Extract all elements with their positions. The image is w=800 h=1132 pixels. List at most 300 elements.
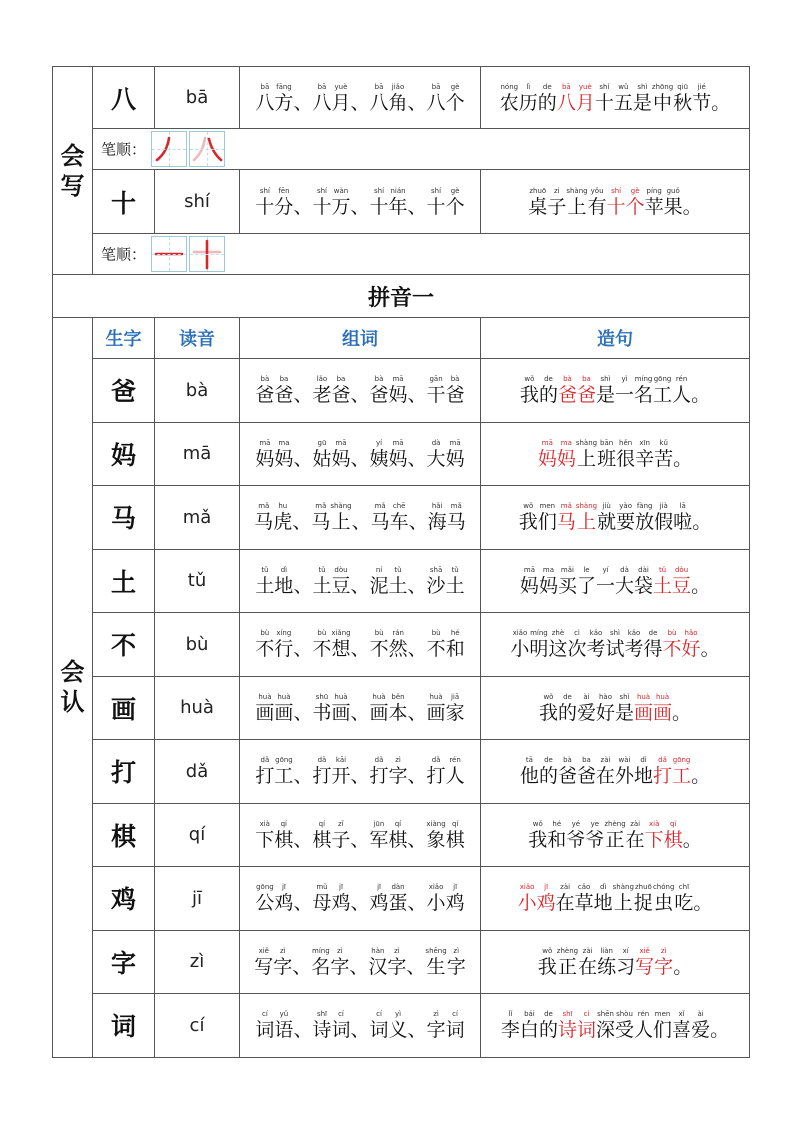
hanzi: 书 [312, 701, 332, 724]
hanzi: 辛 [635, 447, 655, 470]
pinyin-annotation: gōng [256, 883, 274, 892]
pinyin-annotation: běn [391, 692, 405, 701]
hanzi: 八 [556, 91, 576, 114]
hanzi: 角 [388, 91, 408, 114]
ruby-char [510, 628, 529, 660]
ruby-char [255, 374, 274, 406]
ruby-char [616, 946, 635, 978]
read-row [53, 359, 750, 423]
ruby-char [427, 82, 446, 114]
ruby-char [446, 628, 465, 660]
pinyin-annotation: dòu [674, 565, 689, 574]
highlighted-char [537, 882, 556, 914]
pinyin-annotation: huà [636, 692, 651, 701]
hanzi: 地 [274, 574, 294, 597]
ruby-char [425, 946, 446, 978]
ruby-char [447, 946, 466, 978]
pinyin-annotation: wǒ [543, 692, 554, 701]
ruby-char [575, 882, 594, 914]
hanzi: 本 [388, 701, 408, 724]
pinyin-annotation: jiǎo [391, 82, 405, 91]
ruby-char [558, 565, 577, 597]
hanzi: 词 [331, 1019, 351, 1042]
pinyin-annotation: gū [317, 438, 327, 447]
pinyin-annotation: wàn [333, 186, 349, 195]
pinyin-annotation: dì [599, 883, 607, 892]
ruby-char [588, 186, 607, 218]
words-cell [240, 676, 481, 740]
hanzi: 的 [537, 91, 557, 114]
hanzi: 打 [426, 765, 446, 788]
pinyin-annotation: shòu [616, 1010, 633, 1019]
hanzi: 八 [426, 91, 446, 114]
word-separator: 、 [407, 638, 427, 661]
ruby-char [672, 374, 691, 406]
read-section-label: 会 认 [53, 318, 93, 1058]
pinyin-annotation: gè [450, 82, 460, 91]
ruby-char [446, 186, 465, 218]
hanzi: 喜 [672, 1019, 692, 1042]
highlighted-char [577, 1009, 596, 1041]
ruby-char [447, 501, 466, 533]
pinyin-annotation: shí [611, 186, 622, 195]
ruby-char [389, 438, 408, 470]
punctuation: 。 [692, 511, 712, 534]
ruby-char [274, 565, 293, 597]
stroke-step-1-icon [152, 237, 186, 271]
pinyin-annotation: zhuō [635, 883, 652, 892]
ruby-char [501, 1009, 520, 1041]
hanzi: 我 [519, 384, 539, 407]
hanzi: 八 [312, 91, 332, 114]
ruby-char [274, 438, 293, 470]
header-char: 生字 [93, 318, 155, 359]
pinyin-annotation: dǎ [317, 756, 327, 765]
hanzi: 工 [672, 765, 692, 788]
hanzi: 行 [274, 638, 294, 661]
hanzi: 画 [274, 701, 294, 724]
hanzi: 白 [519, 1019, 539, 1042]
word-separator: 、 [407, 892, 427, 915]
hanzi: 爷 [585, 828, 605, 851]
word-separator: 、 [407, 701, 427, 724]
hanzi: 打 [369, 765, 389, 788]
pinyin-annotation: huà [277, 692, 291, 701]
ruby-char [311, 946, 330, 978]
ruby-char [446, 755, 465, 787]
hanzi: 捉 [633, 892, 653, 915]
pinyin-annotation: de [648, 629, 658, 638]
pinyin-annotation: hu [278, 502, 288, 511]
pinyin-annotation: yé [571, 819, 581, 828]
hanzi: 大 [615, 574, 635, 597]
hanzi: 很 [616, 447, 636, 470]
hanzi: 深 [595, 1019, 615, 1042]
ruby-char [597, 501, 616, 533]
ruby-char [596, 1009, 615, 1041]
highlighted-char [576, 501, 597, 533]
hanzi: 五 [613, 91, 633, 114]
char-cell: 不 [93, 613, 155, 677]
ruby-char [331, 819, 350, 851]
ruby-char [594, 882, 613, 914]
ruby-char [596, 374, 615, 406]
hanzi: 象 [426, 828, 446, 851]
hanzi: 分 [274, 195, 294, 218]
ruby-char [370, 438, 389, 470]
hanzi: 大 [426, 447, 446, 470]
words-cell [240, 803, 481, 867]
hanzi: 马 [311, 511, 331, 534]
pinyin-annotation: shàng [330, 502, 352, 511]
sentence-cell [481, 676, 750, 740]
hanzi: 诗 [557, 1019, 577, 1042]
hanzi: 月 [575, 91, 595, 114]
highlighted-char [672, 755, 691, 787]
pinyin-annotation: bà [563, 756, 572, 765]
ruby-char [645, 186, 664, 218]
pinyin-annotation: mǎ [374, 502, 386, 511]
pinyin-annotation: dǎ [260, 756, 270, 765]
hanzi: 的 [557, 701, 577, 724]
hanzi: 鸡 [331, 892, 351, 915]
word-list [240, 186, 480, 218]
pinyin-annotation: tǔ [658, 565, 667, 574]
read-row [53, 549, 750, 613]
read-row [53, 867, 750, 931]
pinyin-annotation: chī [678, 883, 690, 892]
hanzi: 马 [254, 511, 274, 534]
ruby-char [644, 628, 663, 660]
stroke-grid [151, 131, 187, 167]
hanzi: 习 [616, 955, 636, 978]
highlighted-char [653, 755, 672, 787]
pinyin-annotation: liàn [600, 946, 613, 955]
ruby-char [427, 438, 446, 470]
sentence [481, 1009, 749, 1041]
hanzi: 蛋 [388, 892, 408, 915]
pinyin-annotation: kǎo [627, 629, 641, 638]
hanzi: 上 [576, 447, 596, 470]
ruby-char [672, 1009, 691, 1041]
stroke-grid [189, 236, 225, 272]
hanzi: 下 [255, 828, 275, 851]
pinyin-annotation: dǎ [374, 756, 384, 765]
pinyin-annotation: jī [377, 883, 381, 892]
pinyin-annotation: yào [619, 502, 632, 511]
pinyin-annotation: shí [259, 186, 270, 195]
pinyin-annotation: shí [316, 186, 327, 195]
ruby-char [331, 438, 350, 470]
hanzi: 有 [587, 195, 607, 218]
hanzi: 不 [312, 638, 332, 661]
ruby-char [500, 82, 519, 114]
word-separator: 、 [293, 195, 313, 218]
ruby-char [255, 882, 274, 914]
ruby-char [254, 501, 273, 533]
pinyin-annotation: huà [258, 692, 272, 701]
ruby-char [558, 755, 577, 787]
word-list [240, 438, 480, 470]
stroke-order-cell [93, 234, 750, 275]
pinyin-annotation: nián [390, 186, 406, 195]
ruby-char [625, 628, 644, 660]
pinyin-annotation: guǒ [666, 186, 680, 195]
hanzi: 字 [273, 955, 293, 978]
pinyin-annotation: lā [679, 502, 686, 511]
pinyin-annotation: zài [600, 756, 611, 765]
ruby-char [312, 882, 331, 914]
stroke-step-2-icon [190, 237, 224, 271]
hanzi: 打 [653, 765, 673, 788]
hanzi: 虫 [654, 892, 674, 915]
read-row [53, 994, 750, 1058]
pinyin-annotation: gè [630, 186, 640, 195]
hanzi: 爸 [576, 384, 596, 407]
hanzi: 我 [528, 828, 548, 851]
word-list [240, 946, 480, 978]
ruby-char [653, 374, 672, 406]
hanzi: 义 [388, 1019, 408, 1042]
ruby-char [273, 501, 292, 533]
ruby-char [427, 374, 446, 406]
read-row [53, 803, 750, 867]
hanzi: 啦 [673, 511, 693, 534]
pinyin-annotation: píng [646, 186, 662, 195]
header-words: 组词 [240, 318, 481, 359]
pinyin-annotation: tǔ [451, 565, 459, 574]
stroke-order-cell [93, 129, 750, 170]
ruby-char [311, 501, 330, 533]
hanzi: 苹 [644, 195, 664, 218]
ruby-char [331, 1009, 350, 1041]
hanzi: 的 [538, 1019, 558, 1042]
hanzi: 八 [255, 91, 275, 114]
pinyin-cell: bà [155, 359, 240, 423]
ruby-char [558, 692, 577, 724]
ruby-char [370, 565, 389, 597]
hanzi: 土 [445, 574, 465, 597]
word-separator: 、 [407, 574, 427, 597]
pinyin-annotation: jié [697, 82, 706, 91]
hanzi: 果 [663, 195, 683, 218]
hanzi: 土 [653, 574, 673, 597]
pinyin-annotation: huà [372, 692, 386, 701]
hanzi: 人 [634, 1019, 654, 1042]
sentence-cell [481, 867, 750, 931]
ruby-char [519, 82, 538, 114]
ruby-char [370, 82, 389, 114]
ruby-char [604, 819, 625, 851]
word-separator: 、 [293, 1019, 313, 1042]
read-row [53, 486, 750, 550]
hanzi: 生 [426, 955, 446, 978]
hanzi: 棋 [388, 828, 408, 851]
word-separator: 、 [293, 384, 313, 407]
pinyin-annotation: zài [582, 946, 593, 955]
ruby-char [274, 186, 293, 218]
pinyin-annotation: ma [278, 438, 290, 447]
hanzi: 是 [615, 701, 635, 724]
pinyin-annotation: mǎ [258, 502, 270, 511]
ruby-char [597, 438, 616, 470]
ruby-char [389, 692, 408, 724]
hanzi: 节 [692, 91, 712, 114]
hanzi: 语 [274, 1019, 294, 1042]
pinyin-annotation: bān [600, 438, 614, 447]
word-separator: 、 [407, 765, 427, 788]
ruby-char [539, 755, 558, 787]
hanzi: 受 [615, 1019, 635, 1042]
hanzi: 下 [644, 828, 664, 851]
ruby-char [427, 692, 446, 724]
ruby-char [633, 82, 652, 114]
hanzi: 写 [635, 955, 655, 978]
pinyin-annotation: wǔ [618, 82, 629, 91]
word-list [240, 1009, 480, 1041]
ruby-char [528, 819, 547, 851]
pinyin-annotation: qí [280, 819, 287, 828]
ruby-char [255, 819, 274, 851]
char-cell: 鸡 [93, 867, 155, 931]
hanzi: 的 [538, 384, 558, 407]
ruby-char [274, 374, 293, 406]
ruby-char [597, 946, 616, 978]
ruby-char [539, 692, 558, 724]
ruby-char [539, 1009, 558, 1041]
punctuation: 。 [710, 1019, 730, 1042]
hanzi: 就 [597, 511, 617, 534]
hanzi: 妈 [445, 447, 465, 470]
hanzi: 上 [613, 892, 633, 915]
pinyin-annotation: cí [583, 1010, 590, 1019]
hanzi: 不 [369, 638, 389, 661]
pinyin-annotation: dǎ [431, 756, 441, 765]
sentence [481, 186, 749, 218]
pinyin-annotation: bā [317, 82, 327, 91]
hanzi: 泥 [369, 574, 389, 597]
hanzi: 好 [595, 701, 615, 724]
pinyin-annotation: yuè [578, 82, 592, 91]
ruby-char [331, 628, 350, 660]
pinyin-annotation: mā [523, 565, 535, 574]
pinyin-annotation: rán [392, 629, 404, 638]
hanzi: 和 [547, 828, 567, 851]
pinyin-annotation: lì [526, 82, 531, 91]
pinyin-cell: mā [155, 422, 240, 486]
words-cell [240, 170, 481, 234]
char-cell: 词 [93, 994, 155, 1058]
ruby-char [312, 438, 331, 470]
ruby-char [529, 628, 548, 660]
pinyin-annotation: shā [429, 565, 443, 574]
ruby-char [673, 82, 692, 114]
ruby-char [273, 946, 292, 978]
highlighted-char [654, 946, 673, 978]
ruby-char [330, 946, 349, 978]
hanzi: 个 [445, 195, 465, 218]
highlighted-char [626, 186, 645, 218]
char-cell: 字 [93, 930, 155, 994]
pinyin-annotation: shì [619, 692, 630, 701]
word-separator: 、 [292, 955, 312, 978]
ruby-char [635, 438, 654, 470]
pinyin-annotation: hé [552, 819, 562, 828]
ruby-char [274, 819, 293, 851]
ruby-char [615, 755, 634, 787]
char-cell: 妈 [93, 422, 155, 486]
pinyin-annotation: shàng [566, 186, 588, 195]
ruby-char [274, 1009, 293, 1041]
hanzi: 妈 [331, 447, 351, 470]
hanzi: 桌 [528, 195, 548, 218]
sentence [481, 438, 749, 470]
hanzi: 苦 [654, 447, 674, 470]
highlighted-char [557, 82, 576, 114]
hanzi: 鸡 [369, 892, 389, 915]
ruby-char [255, 565, 274, 597]
pinyin-annotation: shēn [597, 1010, 614, 1019]
ruby-char [312, 819, 331, 851]
hanzi: 爸 [557, 384, 577, 407]
stroke-step-2-icon [190, 132, 224, 166]
pinyin-annotation: mǎ [450, 502, 462, 511]
hanzi: 土 [388, 574, 408, 597]
ruby-char [673, 501, 692, 533]
ruby-char [596, 755, 615, 787]
hanzi: 子 [331, 828, 351, 851]
ruby-char [578, 946, 597, 978]
hanzi: 爱 [576, 701, 596, 724]
ruby-char [255, 438, 274, 470]
pinyin-annotation: de [544, 375, 553, 384]
word-separator: 、 [350, 638, 370, 661]
ruby-char [274, 882, 293, 914]
hanzi: 马 [556, 511, 576, 534]
hanzi: 妈 [538, 574, 558, 597]
read-row [53, 676, 750, 740]
pinyin-annotation: qiū [677, 82, 689, 91]
hanzi: 我 [537, 955, 557, 978]
pinyin-annotation: yǒu [590, 186, 604, 195]
hanzi: 上 [331, 511, 351, 534]
pinyin-annotation: wǒ [523, 502, 534, 511]
hanzi: 们 [537, 511, 557, 534]
hanzi: 小 [517, 892, 537, 915]
pinyin-annotation: shí [373, 186, 385, 195]
hanzi: 在 [595, 765, 615, 788]
pinyin-annotation: hǎi [431, 502, 443, 511]
hanzi: 要 [616, 511, 636, 534]
ruby-char [547, 819, 566, 851]
sentence-cell [481, 994, 750, 1058]
highlighted-char [558, 1009, 577, 1041]
hanzi: 土 [255, 574, 275, 597]
pinyin-annotation: jià [659, 502, 668, 511]
hanzi: 诗 [312, 1019, 332, 1042]
highlighted-char [518, 882, 537, 914]
hanzi: 妈 [537, 447, 557, 470]
hanzi: 爸 [331, 384, 351, 407]
pinyin-annotation: zài [630, 819, 641, 828]
hanzi: 鸡 [445, 892, 465, 915]
ruby-char [446, 82, 465, 114]
words-cell [240, 549, 481, 613]
hanzi: 次 [567, 638, 587, 661]
word-list [240, 882, 480, 914]
hanzi: 画 [426, 701, 446, 724]
pinyin-annotation: tǔ [318, 565, 326, 574]
